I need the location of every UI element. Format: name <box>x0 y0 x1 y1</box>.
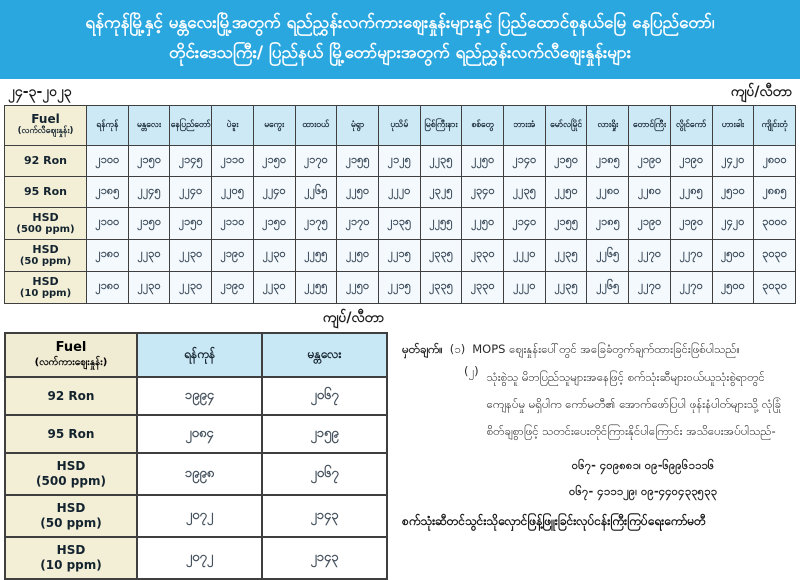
price-cell: ၂၁၅၀ <box>545 145 587 176</box>
fuel-row <box>5 176 796 207</box>
retail-fuel-header-cell <box>5 105 87 145</box>
price-cell: ၂၂၅၅ <box>295 239 337 271</box>
price-cell: ၂၀၆၇ <box>262 453 387 495</box>
price-cell: ၂၂၅၀ <box>462 207 504 239</box>
price-cell: ၂၁၀၀ <box>87 207 129 239</box>
city-header: မုံရွာ <box>337 105 379 145</box>
price-cell: ၂၁၀၀ <box>87 145 129 176</box>
price-cell: ၂၁၅၅ <box>545 207 587 239</box>
fuel-row <box>5 495 387 537</box>
fuel-row-label <box>5 377 137 415</box>
city-header: ကျိုင်းတုံ <box>754 105 796 145</box>
price-cell: ၂၁၄၅ <box>170 145 212 176</box>
price-cell: ၂၂၆၅ <box>295 176 337 207</box>
fuel-row-label <box>5 453 137 495</box>
price-cell: ၂၁၅၅ <box>337 145 379 176</box>
price-cell: ၂၂၇၀ <box>629 271 671 303</box>
price-cell: ၂၂၃၀ <box>128 239 170 271</box>
price-cell: ၂၀၇၂ <box>137 495 262 537</box>
price-cell: ၂၁၉၀ <box>212 271 254 303</box>
price-cell: ၂၄၂၀ <box>712 207 754 239</box>
price-cell: ၁၉၉၄ <box>137 377 262 415</box>
price-cell: ၂၁၈၅ <box>87 176 129 207</box>
fuel-name: 92 Ron <box>24 153 67 167</box>
date-label: ၂၄-၃-၂၀၂၃ <box>8 83 72 100</box>
city-header: မော်လမြိုင် <box>545 105 587 145</box>
price-cell: ၂၁၁၀ <box>212 207 254 239</box>
price-cell: ၂၀၈၄ <box>137 415 262 453</box>
phone-line-1: ၀၆၇- ၄၀၉၈၈၁၊ ၀၉-၆၉၉၆၁၁၁၆ <box>571 457 715 472</box>
title-line-2: တိုင်းဒေသကြီး/ ပြည်နယ် မြို့တော်များအတွက် ရည်ညွှန်းလက်လီဈေးနှုန်းများ <box>168 42 632 63</box>
price-cell: ၂၁၅၀ <box>253 145 295 176</box>
fuel-row <box>5 377 387 415</box>
city-header: နေပြည်တော် <box>170 105 212 145</box>
price-cell: ၂၁၈၅ <box>587 207 629 239</box>
price-cell: ၂၁၇၀ <box>337 207 379 239</box>
wholesale-fuel-title: Fuel <box>55 340 87 356</box>
fuel-name: HSD <box>56 459 86 474</box>
price-cell: ၂၈၈၅ <box>754 176 796 207</box>
city-header: မန္တလေး <box>262 333 387 377</box>
fuel-row-label <box>5 495 137 537</box>
note-1 <box>402 340 794 358</box>
city-header: ဟားခါး <box>712 105 754 145</box>
fuel-row-label <box>5 176 87 207</box>
city-header: မကွေး <box>253 105 295 145</box>
price-cell: ၂၂၃၀ <box>253 239 295 271</box>
fuel-row <box>5 239 796 271</box>
price-cell: ၂၁၅၀ <box>128 145 170 176</box>
price-cell: ၂၂၂၀ <box>504 271 546 303</box>
price-cell: ၃၀၃၀ <box>754 271 796 303</box>
fuel-row <box>5 415 387 453</box>
price-cell: ၂၁၅၉ <box>262 415 387 453</box>
unit-label-bottom: ကျပ်/လီတာ <box>322 310 384 327</box>
price-cell: ၂၂၃၀ <box>170 239 212 271</box>
fuel-row-label <box>5 207 87 239</box>
note-2-text: သုံးစွဲသူ မိဘပြည်သူများအနေဖြင့် စက်သုံးဆီများဝယ်ယူသုံးစွဲရာတွင် ကျေနပ်မှု မရှိပါက ကော်မတီ၏ အောက်ဖော်ပြပါ ဖုန်းနံပါတ်များသို့ လုံခြုံစိတ်ချစွာဖြင့် သတင်းပေးတိုင်ကြားနိုင်ပါကြောင်း အသိပေးအပ်ပါသည်- <box>486 370 781 439</box>
price-cell: ၂၁၈၀ <box>87 239 129 271</box>
price-cell: ၂၂၃၀ <box>170 271 212 303</box>
price-cell: ၂၂၅၀ <box>337 239 379 271</box>
price-cell: ၂၃၃၀ <box>462 271 504 303</box>
price-cell: ၂၂၀၅ <box>212 176 254 207</box>
fuel-name: HSD <box>32 210 59 224</box>
city-header: လားရှိုး <box>587 105 629 145</box>
price-cell: ၂၁၈၀ <box>87 271 129 303</box>
price-cell: ၂၂၃၀ <box>253 271 295 303</box>
note-2-number: (၂) <box>464 364 479 379</box>
price-cell: ၂၁၁၀ <box>212 145 254 176</box>
unit-label-top: ကျပ်/လီတာ <box>730 83 792 100</box>
price-cell: ၂၁၅၀ <box>128 207 170 239</box>
fuel-detail: (10 ppm) <box>19 288 72 300</box>
price-cell: ၂၂၈၅ <box>670 176 712 207</box>
city-header: ဘားအံ <box>504 105 546 145</box>
fuel-row <box>5 271 796 303</box>
wholesale-fuel-sub: (လက်ကားဈေးနှုန်း) <box>34 357 108 369</box>
price-cell: ၃၀၀၀ <box>754 207 796 239</box>
price-cell: ၂၃၄၀ <box>462 176 504 207</box>
price-cell: ၂၂၃၅ <box>545 271 587 303</box>
price-cell: ၂၃၃၀ <box>462 239 504 271</box>
city-header: တောင်ကြီး <box>629 105 671 145</box>
price-cell: ၂၂၅၀ <box>545 176 587 207</box>
price-cell: ၂၅၀၀ <box>712 271 754 303</box>
price-cell: ၂၁၈၅ <box>587 145 629 176</box>
note-1-number: (၁) <box>449 342 466 357</box>
price-cell: ၂၂၁၅ <box>378 239 420 271</box>
price-cell: ၁၉၉၈ <box>137 453 262 495</box>
price-cell: ၃၀၃၀ <box>754 239 796 271</box>
city-header: မြစ်ကြီးနား <box>420 105 462 145</box>
city-header: စစ်တွေ <box>462 105 504 145</box>
price-cell: ၂၂၄၀ <box>253 176 295 207</box>
fuel-row <box>5 453 387 495</box>
notes-label: မှတ်ချက်။ <box>402 342 443 357</box>
price-cell: ၂၂၇၀ <box>670 271 712 303</box>
fuel-row-label <box>5 239 87 271</box>
fuel-name: 92 Ron <box>47 388 95 403</box>
price-cell: ၂၁၉၀ <box>629 207 671 239</box>
price-cell: ၂၅၀၀ <box>712 239 754 271</box>
price-cell: ၂၁၅၀ <box>253 207 295 239</box>
price-cell: ၂၁၄၃ <box>262 495 387 537</box>
price-cell: ၂၀၆၇ <box>262 377 387 415</box>
price-cell: ၂၁၉၀ <box>212 239 254 271</box>
price-cell: ၂၂၃၅ <box>420 145 462 176</box>
price-cell: ၂၂၆၅ <box>587 271 629 303</box>
phone-numbers <box>402 446 794 505</box>
price-cell: ၂၂၇၀ <box>629 239 671 271</box>
city-header: ရန်ကုန် <box>87 105 129 145</box>
price-cell: ၂၂၅၀ <box>462 145 504 176</box>
price-cell: ၂၂၃၀ <box>128 271 170 303</box>
price-cell: ၂၂၃၅ <box>545 239 587 271</box>
meta-row <box>0 79 800 105</box>
fuel-name: HSD <box>32 242 59 256</box>
fuel-name: HSD <box>56 501 86 516</box>
price-cell: ၂၁၇၅ <box>295 207 337 239</box>
price-cell: ၂၂၂၀ <box>504 239 546 271</box>
fuel-detail: (500 ppm) <box>36 474 106 489</box>
price-cell: ၂၂၈၀ <box>587 176 629 207</box>
fuel-header-title: Fuel <box>31 112 60 126</box>
price-cell: ၂၁၉၀ <box>670 207 712 239</box>
committee-name: စက်သုံးဆီတင်သွင်းသိုလှောင်ဖြန့်ဖြူးခြင်းလုပ်ငန်းကြီးကြပ်ရေးကော်မတီ <box>402 514 706 529</box>
price-cell: ၂၂၄၀ <box>170 176 212 207</box>
price-cell: ၂၅၁၀ <box>712 176 754 207</box>
wholesale-price-table <box>4 332 388 580</box>
price-cell: ၂၄၂၀ <box>712 145 754 176</box>
price-cell: ၂၃၂၅ <box>420 176 462 207</box>
price-cell: ၂၁၄၀ <box>504 145 546 176</box>
price-cell: ၂၁၂၅ <box>378 145 420 176</box>
note-1-text: MOPS ဈေးနှုန်းပေါ်တွင် အခြေခံတွက်ချက်ထားခြင်းဖြစ်ပါသည်။ <box>472 342 740 357</box>
price-cell: ၂၁၅၀ <box>170 207 212 239</box>
title-banner <box>0 0 800 79</box>
note-2 <box>464 364 794 445</box>
price-cell: ၂၁၄၀ <box>504 207 546 239</box>
fuel-row-label <box>5 415 137 453</box>
price-cell: ၂၂၈၀ <box>629 176 671 207</box>
price-cell: ၂၂၁၅ <box>378 271 420 303</box>
city-header: မန္တလေး <box>128 105 170 145</box>
fuel-name: HSD <box>56 543 86 558</box>
city-header: ထားဝယ် <box>295 105 337 145</box>
fuel-detail: (50 ppm) <box>40 516 102 531</box>
notes-block <box>388 332 796 530</box>
price-cell: ၂၁၇၀ <box>295 145 337 176</box>
price-cell: ၂၃၃၅ <box>420 239 462 271</box>
fuel-detail: (10 ppm) <box>40 558 102 573</box>
price-cell: ၂၂၄၅ <box>128 176 170 207</box>
phone-line-2: ၀၆၇- ၄၁၁၁၂၉၊ ၀၉-၄၄၀၄၃၃၅၃၃ <box>569 483 717 498</box>
price-cell: ၂၂၅၅ <box>420 207 462 239</box>
fuel-name: 95 Ron <box>24 184 67 198</box>
city-header: လွိုင်ကော် <box>670 105 712 145</box>
fuel-row <box>5 145 796 176</box>
fuel-row-label <box>5 145 87 176</box>
fuel-row-label <box>5 271 87 303</box>
price-cell: ၂၂၆၅ <box>587 239 629 271</box>
fuel-detail: (500 ppm) <box>16 223 75 235</box>
fuel-row <box>5 537 387 579</box>
price-cell: ၂၂၇၀ <box>670 239 712 271</box>
title-line-1: ရန်ကုန်မြို့နှင့် မန္တလေးမြို့အတွက် ရည်ညွှန်းလက်ကားဈေးနှုန်းများနှင့် ပြည်ထောင်စုနယ်မြေ နေပြည်တော်၊ <box>85 13 715 33</box>
price-cell: ၂၀၇၂ <box>137 537 262 579</box>
fuel-header-sub: (လက်လီဈေးနှုန်း) <box>17 126 74 136</box>
wholesale-fuel-header-cell <box>5 333 137 377</box>
price-cell: ၂၃၃၅ <box>420 271 462 303</box>
price-cell: ၂၂၅၀ <box>337 271 379 303</box>
fuel-name: HSD <box>32 274 59 288</box>
fuel-row <box>5 207 796 239</box>
price-cell: ၂၁၃၅ <box>378 207 420 239</box>
price-cell: ၂၁၄၃ <box>262 537 387 579</box>
fuel-name: 95 Ron <box>47 426 95 441</box>
price-cell: ၂၂၅၀ <box>337 176 379 207</box>
fuel-detail: (50 ppm) <box>19 255 72 267</box>
price-cell: ၂၂၂၀ <box>378 176 420 207</box>
city-header: ရန်ကုန် <box>137 333 262 377</box>
city-header: ပဲခူး <box>212 105 254 145</box>
retail-price-table <box>4 105 796 305</box>
bottom-section <box>0 332 800 580</box>
price-cell: ၂၁၉၀ <box>629 145 671 176</box>
price-cell: ၂၁၉၀ <box>670 145 712 176</box>
city-header: ပုသိမ် <box>378 105 420 145</box>
price-cell: ၂၂၃၅ <box>504 176 546 207</box>
price-cell: ၂၈၀၀ <box>754 145 796 176</box>
price-cell: ၂၂၅၅ <box>295 271 337 303</box>
fuel-row-label <box>5 537 137 579</box>
